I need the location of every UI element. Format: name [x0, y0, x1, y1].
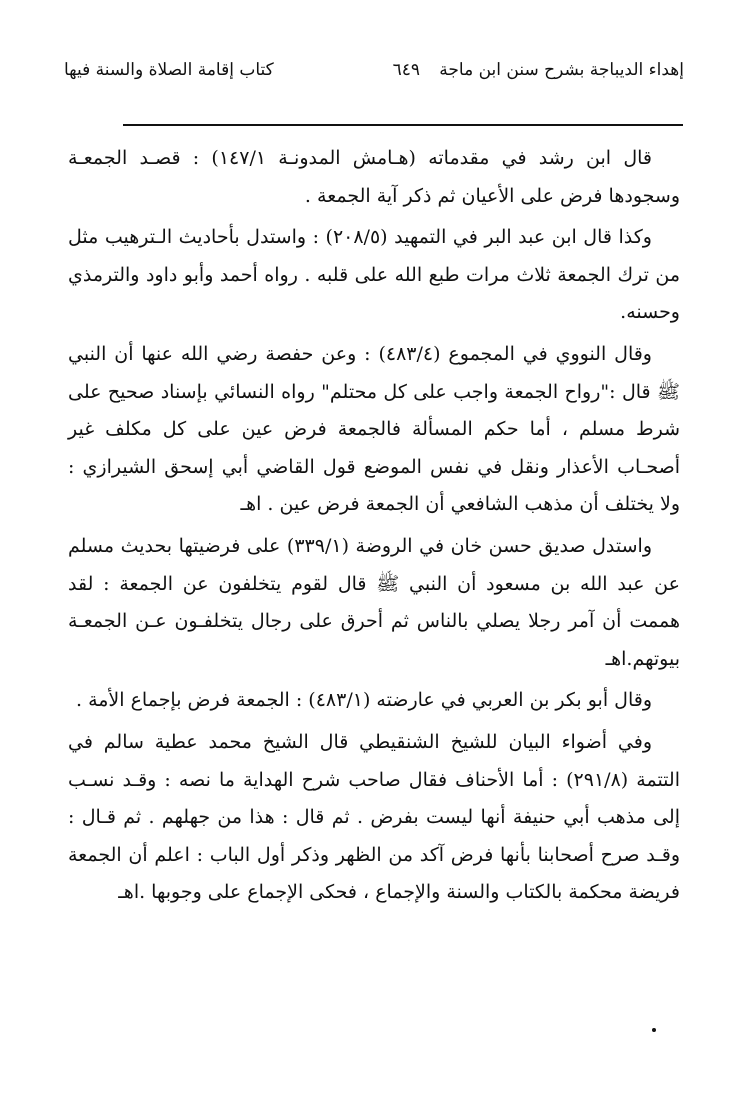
body-text [68, 140, 680, 916]
paragraph-adwa-al-bayan: وفي أضواء البيان للشيخ الشنقيطي قال الشيخ محمد عطية سالم في التتمة (٢٩١/٨) : أما الأحناف فقال صاحب شرح الهداية ما نصه : وقـد نسـب إلى مذهب أبي حنيفة أنها ليست بفرض . ثم قال : هذا من جهلهم . ثم قـال : وقـد صرح أصحابنا بأنها فرض آكد من الظهر وذكر أول الباب : اعلم أن الجمعة فريضة محكمة بالكتاب والسنة والإجماع ، فحكى الإجماع على وجوبها .اهـ [68, 730, 680, 904]
paragraph-siddiq-hasan-khan: واستدل صديق حسن خان في الروضة (٣٣٩/١) على فرضيتها بحديث مسلم عن عبد الله بن مسعود أن النبي ﷺ قال لقوم يتخلفون عن الجمعة : لقد هممت أن آمر رجلا يصلي بالناس ثم أحرق على رجال يتخلفـون عـن الجمعـة بيوتهم.اهـ [68, 534, 680, 670]
header-page-number: ٦٤٩ [392, 60, 420, 80]
paragraph-ibn-abd-al-barr: وكذا قال ابن عبد البر في التمهيد (٢٠٨/٥) : واستدل بأحاديث الـترهيب مثل من ترك الجمعة ثلاث مرات طبع الله على قلبه . رواه أحمد وأبو داود والترمذي وحسنه. [68, 226, 680, 324]
paragraph-ibn-rushd: قال ابن رشد في مقدماته (هـامش المدونـة ١٤٧/١) : قصـد الجمعـة وسجودها فرض على الأعيان ثم ذكر آية الجمعة . [68, 147, 680, 207]
running-header [64, 60, 684, 94]
header-book-title: إهداء الديباجة بشرح سنن ابن ماجة [439, 60, 684, 80]
page-mark-dot [652, 1028, 656, 1032]
paragraph-ibn-al-arabi: وقال أبو بكر بن العربي في عارضته (٤٨٣/١) : الجمعة فرض بإجماع الأمة . [75, 689, 652, 712]
header-chapter-title: كتاب إقامة الصلاة والسنة فيها [64, 60, 274, 80]
header-rule [123, 124, 683, 126]
paragraph-nawawi: وقال النووي في المجموع (٤٨٣/٤) : وعن حفصة رضي الله عنها أن النبي ﷺ قال :"رواح الجمعة واجب على كل محتلم" رواه النسائي بإسناد صحيح على شرط مسلم ، أما حكم المسألة فالجمعة فرض عين على كل مكلف غير أصحـاب الأعذار ونقل في نفس الموضع قول القاضي أبي إسحق الشيرازي : ولا يختلف أن مذهب الشافعي أن الجمعة فرض عين . اهـ [68, 342, 680, 516]
